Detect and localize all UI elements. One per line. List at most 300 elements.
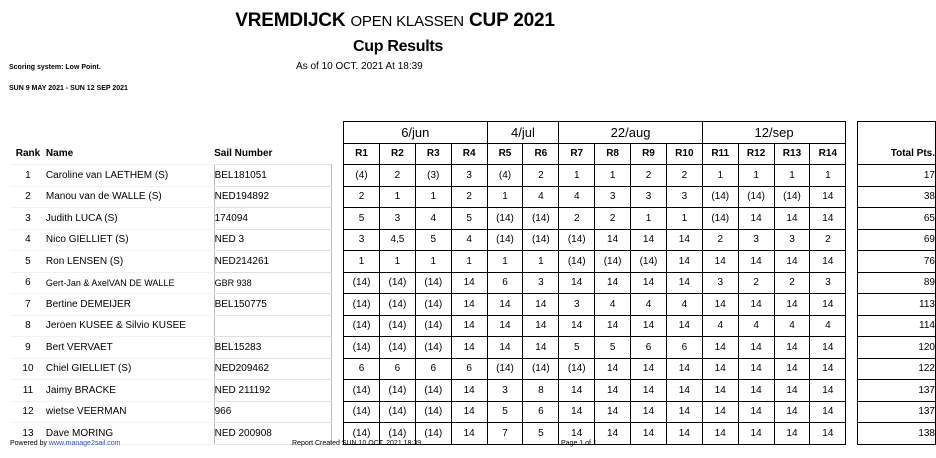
table-row [10,294,936,316]
results-table [10,121,936,445]
cell-gap [332,272,344,294]
results-table-head [10,122,936,165]
name-cell: Gert-Jan & AxelVAN DE WALLE [46,272,214,294]
rank-cell: 6 [10,272,46,294]
score-cell: 6 [344,358,380,380]
name-cell: Bertine DEMEIJER [46,294,214,316]
score-cell: (14) [523,229,559,251]
title-year: CUP 2021 [469,10,555,31]
score-cell: 2 [451,186,487,208]
score-cell: 14 [774,294,810,316]
score-cell: 14 [451,315,487,337]
score-cell: 2 [810,229,846,251]
group-spacer [10,122,46,144]
score-cell: 3 [810,272,846,294]
page-title [0,10,790,32]
score-cell: 14 [774,251,810,273]
score-cell: (14) [379,294,415,316]
rank-cell: 7 [10,294,46,316]
score-cell: 14 [666,229,702,251]
score-cell: 2 [631,165,667,187]
score-cell: 4 [738,315,774,337]
round-group-row [10,122,936,144]
score-cell: (14) [702,208,738,230]
score-cell: 4 [415,208,451,230]
cell-gap [332,380,344,402]
score-cell: 3 [631,186,667,208]
score-cell: 3 [559,294,595,316]
total-points-cell: 138 [858,423,936,445]
score-cell: (14) [344,380,380,402]
score-cell: (14) [487,358,523,380]
score-cell: 14 [451,294,487,316]
title-middle: OPEN KLASSEN [350,13,464,30]
score-cell: 6 [666,337,702,359]
table-row [10,272,936,294]
score-cell: 14 [451,423,487,445]
rank-cell: 11 [10,380,46,402]
total-points-cell: 122 [858,358,936,380]
cell-gap [846,358,858,380]
cell-gap [846,294,858,316]
sail-number-cell: NED 200908 [214,423,332,445]
name-cell: Judith LUCA (S) [46,208,214,230]
score-cell: 1 [810,165,846,187]
score-cell: 1 [666,208,702,230]
round-group-header: 4/jul [487,122,559,144]
score-cell: 5 [451,208,487,230]
race-header: R7 [559,143,595,165]
total-points-cell: 137 [858,401,936,423]
score-cell: 2 [344,186,380,208]
table-row [10,358,936,380]
score-cell: 14 [523,337,559,359]
table-row [10,165,936,187]
score-cell: 14 [666,251,702,273]
score-cell: 14 [738,358,774,380]
score-cell: 6 [487,272,523,294]
total-points-cell: 76 [858,251,936,273]
score-cell: 1 [523,251,559,273]
score-cell: 14 [738,251,774,273]
race-header: R3 [415,143,451,165]
total-points-cell: 89 [858,272,936,294]
score-cell: 14 [738,208,774,230]
score-cell: (14) [344,401,380,423]
score-cell: (14) [379,272,415,294]
score-cell: 14 [595,423,631,445]
cell-gap [332,229,344,251]
page-subtitle: Cup Results [352,38,444,55]
sail-number-cell: BEL150775 [214,294,332,316]
table-row [10,186,936,208]
score-cell: 1 [415,251,451,273]
race-header: R12 [738,143,774,165]
score-cell: 1 [451,251,487,273]
score-cell: (4) [344,165,380,187]
score-cell: (14) [415,294,451,316]
race-header: R1 [344,143,380,165]
header-gap [332,143,344,165]
score-cell: 14 [631,315,667,337]
cell-gap [332,208,344,230]
score-cell: (14) [344,315,380,337]
score-cell: 4 [559,186,595,208]
total-points-cell: 65 [858,208,936,230]
title-main: VREMDIJCK [235,10,346,31]
cell-gap [332,401,344,423]
score-cell: 4 [595,294,631,316]
score-cell: 6 [415,358,451,380]
score-cell: (14) [415,380,451,402]
table-row [10,315,936,337]
total-points-cell: 69 [858,229,936,251]
col-name-header: Name [45,148,74,159]
cell-gap [846,423,858,445]
name-cell: Jaimy BRACKE [46,380,214,402]
score-cell: 14 [595,358,631,380]
score-cell: (14) [344,272,380,294]
total-points-cell: 120 [858,337,936,359]
score-cell: 1 [559,165,595,187]
score-cell: 14 [666,380,702,402]
score-cell: 14 [774,380,810,402]
score-cell: 5 [415,229,451,251]
score-cell: 14 [559,423,595,445]
cell-gap [846,229,858,251]
name-cell: Chiel GIELLIET (S) [46,358,214,380]
score-cell: (14) [344,294,380,316]
column-header-row [10,143,936,165]
score-cell: 1 [379,186,415,208]
race-header: R2 [379,143,415,165]
score-cell: 2 [595,208,631,230]
score-cell: 4,5 [379,229,415,251]
cell-gap [332,294,344,316]
score-cell: 14 [702,380,738,402]
rank-cell: 9 [10,337,46,359]
total-points-cell: 38 [858,186,936,208]
score-cell: 3 [344,229,380,251]
race-header: R10 [666,143,702,165]
score-cell: 1 [631,208,667,230]
rank-cell: 4 [10,229,46,251]
sail-number-cell: BEL15283 [214,337,332,359]
sail-number-cell: NED194892 [214,186,332,208]
footer-powered-by [10,440,121,447]
score-cell: (4) [487,165,523,187]
sail-number-cell [214,315,332,337]
score-cell: 14 [702,337,738,359]
score-cell: 14 [702,401,738,423]
footer-report-created: Report Created SUN 10 OCT. 2021 18:39 [292,440,422,447]
score-cell: (14) [702,186,738,208]
score-cell: 14 [810,337,846,359]
score-cell: 4 [523,186,559,208]
score-cell: 3 [666,186,702,208]
score-cell: 14 [810,423,846,445]
race-header: R8 [595,143,631,165]
cell-gap [846,401,858,423]
score-cell: 14 [487,337,523,359]
total-points-cell: 17 [858,165,936,187]
score-cell: (14) [379,337,415,359]
cell-gap [332,337,344,359]
manage2sail-link[interactable]: www.manage2sail.com [48,440,121,447]
score-cell: 14 [487,315,523,337]
score-cell: 1 [774,165,810,187]
score-cell: 14 [738,401,774,423]
total-points-cell: 113 [858,294,936,316]
score-cell: 14 [451,337,487,359]
score-cell: 14 [810,401,846,423]
score-cell: 1 [415,186,451,208]
score-cell: (14) [559,358,595,380]
name-cell: Jeroen KUSEE & Silvio KUSEE [46,315,214,337]
sail-number-cell: NED 211192 [214,380,332,402]
cell-gap [846,208,858,230]
cell-gap [332,251,344,273]
score-cell: (14) [344,423,380,445]
race-header: R6 [523,143,559,165]
score-cell: (14) [415,272,451,294]
score-cell: 6 [631,337,667,359]
sail-number-cell: 966 [214,401,332,423]
score-cell: 14 [559,272,595,294]
score-cell: 1 [379,251,415,273]
cell-gap [846,315,858,337]
score-cell: 14 [595,229,631,251]
score-cell: 1 [702,165,738,187]
score-cell: 2 [559,208,595,230]
score-cell: 2 [738,272,774,294]
score-cell: 1 [487,251,523,273]
score-cell: (14) [379,315,415,337]
score-cell: 14 [738,337,774,359]
score-cell: 2 [774,272,810,294]
score-cell: 14 [774,337,810,359]
table-row [10,208,936,230]
score-cell: (14) [415,337,451,359]
score-cell: 14 [595,401,631,423]
group-spacer [332,122,344,144]
score-cell: 14 [631,229,667,251]
score-cell: 14 [666,423,702,445]
rank-cell: 10 [10,358,46,380]
score-cell: (14) [415,423,451,445]
cell-gap [332,165,344,187]
score-cell: 14 [559,401,595,423]
score-cell: 3 [487,380,523,402]
score-cell: 14 [774,401,810,423]
score-cell: 3 [523,272,559,294]
score-cell: (14) [487,208,523,230]
name-cell: Nico GIELLIET (S) [46,229,214,251]
score-cell: 14 [451,272,487,294]
race-header: R9 [631,143,667,165]
score-cell: 6 [451,358,487,380]
score-cell: 14 [702,423,738,445]
score-cell: 14 [559,380,595,402]
footer-page-number: Page 1 of 1 [561,440,597,447]
results-table-body [10,165,936,445]
score-cell: (3) [415,165,451,187]
score-cell: 14 [738,294,774,316]
powered-by-label: Powered by [10,440,47,447]
table-row [10,423,936,445]
score-cell: 14 [810,380,846,402]
score-cell: 14 [810,186,846,208]
score-cell: 8 [523,380,559,402]
score-cell: 14 [666,315,702,337]
score-cell: 14 [595,380,631,402]
name-cell: Dave MORING [46,423,214,445]
total-points-cell: 137 [858,380,936,402]
score-cell: (14) [559,229,595,251]
sail-number-cell: BEL181051 [214,165,332,187]
score-cell: 14 [631,272,667,294]
score-cell: 1 [487,186,523,208]
group-spacer [846,122,858,144]
total-points-cell: 114 [858,315,936,337]
score-cell: 14 [774,208,810,230]
score-cell: 14 [774,423,810,445]
round-group-header: 6/jun [344,122,487,144]
score-cell: 3 [379,208,415,230]
score-cell: 14 [487,294,523,316]
sail-number-cell: NED214261 [214,251,332,273]
score-cell: 14 [631,401,667,423]
score-cell: (14) [631,251,667,273]
race-header: R14 [810,143,846,165]
score-cell: 14 [810,208,846,230]
score-cell: 5 [487,401,523,423]
round-group-header: 22/aug [559,122,703,144]
score-cell: 14 [559,315,595,337]
score-cell: (14) [487,229,523,251]
table-row [10,401,936,423]
cell-gap [846,251,858,273]
score-cell: 3 [774,229,810,251]
score-cell: 14 [523,315,559,337]
score-cell: 1 [344,251,380,273]
table-row [10,337,936,359]
score-cell: (14) [738,186,774,208]
rank-cell: 12 [10,401,46,423]
cell-gap [332,358,344,380]
race-header: R5 [487,143,523,165]
score-cell: 14 [810,251,846,273]
score-cell: 14 [810,294,846,316]
rank-cell: 5 [10,251,46,273]
score-cell: 14 [666,272,702,294]
score-cell: 4 [774,315,810,337]
score-cell: 14 [595,315,631,337]
score-cell: (14) [595,251,631,273]
sail-number-cell: 174094 [214,208,332,230]
score-cell: 3 [738,229,774,251]
group-spacer [46,122,214,144]
score-cell: 14 [631,380,667,402]
round-group-header: 12/sep [702,122,846,144]
score-cell: 14 [451,380,487,402]
col-sail-header: Sail Number [214,148,273,159]
date-range: SUN 9 MAY 2021 - SUN 12 SEP 2021 [9,85,128,92]
cell-gap [846,337,858,359]
score-cell: (14) [344,337,380,359]
name-cell: Manou van de WALLE (S) [46,186,214,208]
score-cell: (14) [415,401,451,423]
score-cell: 14 [631,358,667,380]
cell-gap [846,380,858,402]
score-cell: 14 [666,358,702,380]
name-cell: Bert VERVAET [46,337,214,359]
score-cell: (14) [379,423,415,445]
score-cell: 14 [595,272,631,294]
cell-gap [332,315,344,337]
name-cell: wietse VEERMAN [46,401,214,423]
col-total-header: Total Pts. [858,143,936,165]
score-cell: 14 [702,358,738,380]
score-cell: 14 [666,401,702,423]
score-cell: 14 [738,423,774,445]
score-cell: 2 [523,165,559,187]
score-cell: 2 [702,229,738,251]
score-cell: 3 [595,186,631,208]
sail-number-cell: NED209462 [214,358,332,380]
table-row [10,251,936,273]
header-gap [846,143,858,165]
score-cell: 4 [702,315,738,337]
cell-gap [846,272,858,294]
score-cell: 4 [451,229,487,251]
score-cell: 2 [379,165,415,187]
score-cell: 14 [774,358,810,380]
score-cell: 14 [702,251,738,273]
score-cell: 7 [487,423,523,445]
cell-gap [846,186,858,208]
col-rank-header: Rank [15,148,41,159]
score-cell: 4 [810,315,846,337]
table-row [10,380,936,402]
score-cell: 3 [451,165,487,187]
score-cell: (14) [379,380,415,402]
score-cell: 5 [595,337,631,359]
table-row [10,229,936,251]
name-cell: Caroline van LAETHEM (S) [46,165,214,187]
score-cell: 1 [595,165,631,187]
cell-gap [332,186,344,208]
group-spacer [858,122,936,144]
score-cell: 3 [702,272,738,294]
score-cell: 14 [631,423,667,445]
rank-cell: 3 [10,208,46,230]
as-of-date: As of 10 OCT. 2021 At 18:39 [296,61,423,72]
group-spacer [214,122,332,144]
race-header: R13 [774,143,810,165]
score-cell: 6 [523,401,559,423]
score-cell: 1 [738,165,774,187]
score-cell: 2 [666,165,702,187]
rank-cell: 1 [10,165,46,187]
score-cell: (14) [523,208,559,230]
score-cell: (14) [415,315,451,337]
rank-cell: 13 [10,423,46,445]
score-cell: 5 [559,337,595,359]
rank-cell: 8 [10,315,46,337]
scoring-system: Scoring system: Low Point. [9,64,101,71]
score-cell: (14) [379,401,415,423]
